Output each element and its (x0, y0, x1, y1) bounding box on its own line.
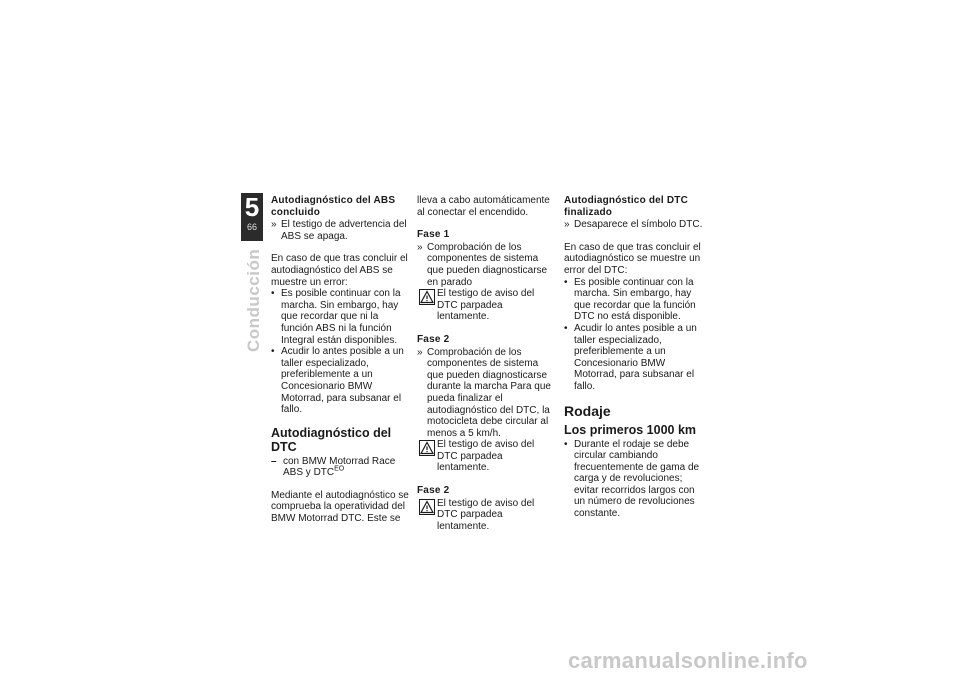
dtc-intro: Mediante el autodiagnóstico se comprueba la operatividad del BMW Motorrad DTC. Este se (271, 489, 409, 525)
section-label-text: Conducción (244, 248, 263, 352)
dtc-bullet-1-text: Es posible continuar con la marcha. Sin embargo, hay que recordar que la función DTC no está disponible. (574, 276, 696, 323)
dtc-sup: EO (334, 465, 345, 473)
chapter-tab (241, 193, 263, 241)
abs-error-intro: En caso de que tras concluir el autodiagnóstico del ABS se muestre un error: (271, 253, 408, 288)
fase2b-note (417, 498, 557, 533)
bullet-marker: • (564, 322, 568, 334)
fase1-note-text: El testigo de aviso del DTC parpadea lentamente. (437, 288, 535, 323)
column-1 (271, 195, 411, 525)
fase2-title: Fase 2 (417, 333, 450, 345)
fase1-step-text: Comprobación de los componentes de sistema que pueden diagnosticarse en parado (427, 241, 548, 288)
bullet-marker: • (271, 288, 275, 300)
dtc-done-title: Autodiagnóstico del DTC finalizado (564, 195, 689, 218)
dash-marker: – (271, 455, 277, 467)
dtc-dash-text: con BMW Motorrad Race ABS y DTC (283, 455, 396, 479)
primeros-heading: Los primeros 1000 km (564, 422, 697, 437)
column-3 (564, 195, 704, 520)
bullet-marker: • (564, 438, 568, 450)
abs-bullet-1 (271, 288, 411, 346)
dtc-error-intro: En caso de que tras concluir el autodiagnóstico se muestre un error del DTC: (564, 241, 701, 276)
warning-icon (419, 440, 435, 456)
chapter-number: 5 (244, 192, 260, 222)
step-marker: » (271, 219, 277, 231)
fase1-title: Fase 1 (417, 229, 450, 241)
abs-done-title: Autodiagnóstico del ABS concluido (271, 195, 396, 218)
dtc-bullet-1 (564, 277, 704, 323)
dtc-bullet-2 (564, 323, 704, 393)
abs-bullet-2-text: Acudir lo antes posible a un taller especializado, preferiblemente a un Concesionario BMW Motorrad, para subsanar el fallo. (281, 346, 404, 416)
abs-bullet-1-text: Es posible continuar con la marcha. Sin embargo, hay que recordar que ni la función ABS ni la función Integral están disponibles. (281, 288, 401, 346)
fase2-note (417, 439, 557, 474)
warning-icon (419, 289, 435, 305)
rodaje-bullet-text: Durante el rodaje se debe circular cambiando frecuentemente de gama de carga y de revoluciones; evitar recorridos largos con un número de revoluciones constante. (574, 438, 700, 520)
rodaje-heading: Rodaje (564, 402, 611, 419)
dtc-dash-item (271, 456, 411, 479)
fase2b-title: Fase 2 (417, 485, 450, 497)
dtc-done-step (564, 219, 704, 231)
fase2b-note-text: El testigo de aviso del DTC parpadea lentamente. (437, 497, 535, 532)
column-2 (417, 195, 557, 532)
fase2-note-text: El testigo de aviso del DTC parpadea lentamente. (437, 439, 535, 474)
fase2-step-text: Comprobación de los componentes de sistema que pueden diagnosticarse durante la marcha Para que pueda finalizar el autodiagnóstico del DTC, la motocicleta debe circular al menos a 5 km/h. (427, 346, 551, 439)
dtc-heading: Autodiagnóstico del DTC (271, 425, 392, 454)
abs-step (271, 219, 411, 242)
step-marker: » (417, 241, 423, 253)
step-marker: » (564, 219, 570, 231)
fase2-step (417, 347, 557, 440)
abs-step-text: El testigo de advertencia del ABS se apaga. (281, 219, 407, 242)
warning-icon (419, 499, 435, 515)
dtc-continuation: lleva a cabo automáticamente al conectar el encendido. (417, 195, 550, 218)
dtc-done-step-text: Desaparece el símbolo DTC. (574, 219, 703, 231)
page-number: 66 (246, 222, 257, 232)
fase1-note (417, 288, 557, 323)
dtc-bullet-2-text: Acudir lo antes posible a un taller especializado, preferiblemente a un Concesionario BMW Motorrad, para subsanar el fallo. (574, 322, 697, 392)
step-marker: » (417, 346, 423, 358)
watermark: carmanualsonline.info (568, 648, 808, 673)
bullet-marker: • (271, 346, 275, 358)
fase1-step (417, 242, 557, 288)
rodaje-bullet (564, 439, 704, 520)
bullet-marker: • (564, 276, 568, 288)
abs-bullet-2 (271, 346, 411, 416)
